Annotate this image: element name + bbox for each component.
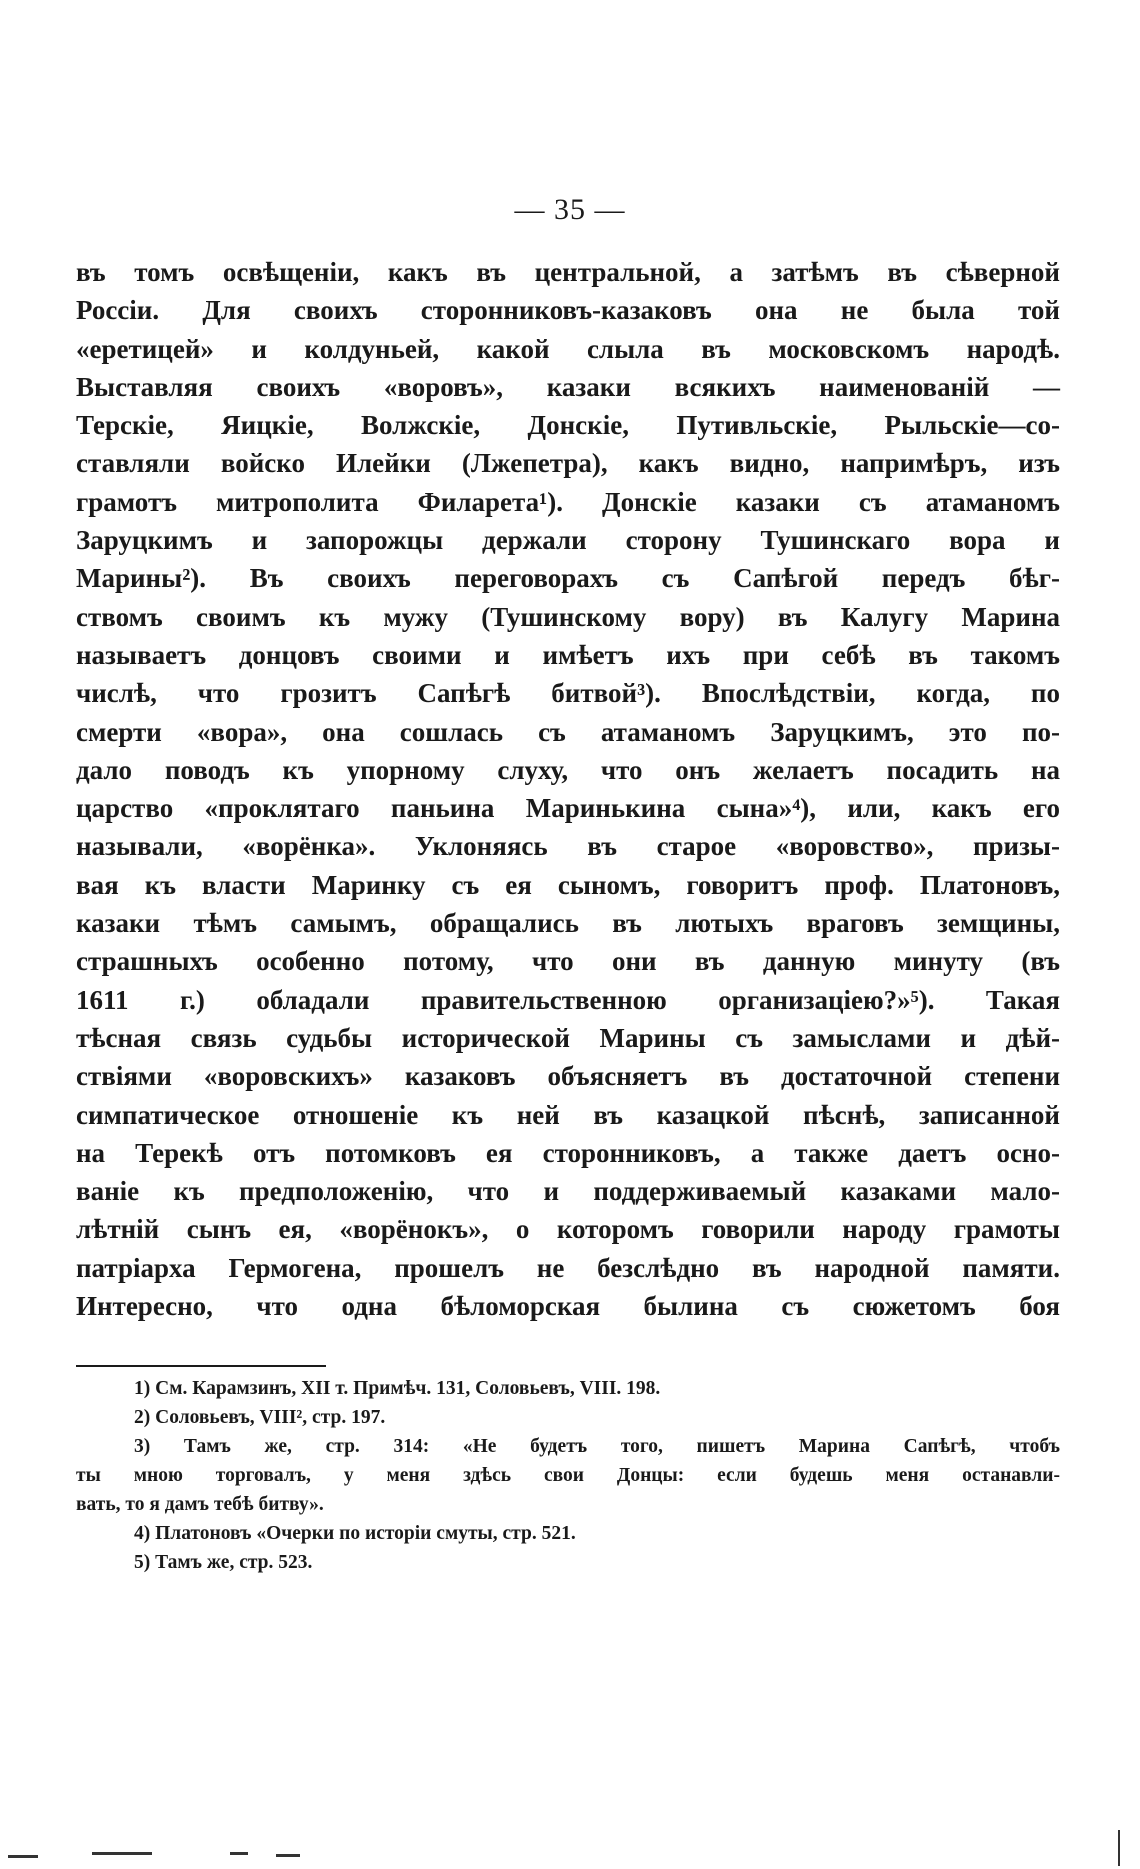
text-line: Заруцкимъ и запорожцы держали сторону Тушинскаго вора и: [76, 525, 1060, 556]
text-line: называетъ донцовъ своими и имѣетъ ихъ при себѣ въ такомъ: [76, 639, 1060, 670]
footnote-4: 4) Платоновъ «Очерки по исторіи смуты, стр. 521.: [134, 1523, 576, 1544]
text-line: въ томъ освѣщеніи, какъ въ центральной, а затѣмъ въ сѣверной: [76, 257, 1060, 287]
footnote-1: 1) См. Карамзинъ, XII т. Примѣч. 131, Соловьевъ, VIII. 198.: [134, 1378, 661, 1399]
text-line: патріарха Гермогена, прошелъ не безслѣдно въ народной памяти.: [76, 1252, 1060, 1283]
text-line: ваніе къ предположенію, что и поддерживаемый казаками мало-: [76, 1176, 1060, 1207]
footnote-3-cont: ты мною торговалъ, у меня здѣсь свои Донцы: если будешь меня останавли-: [76, 1465, 1060, 1486]
text-line: Терскіе, Яицкіе, Волжскіе, Донскіе, Путивльскіе, Рыльскіе—со-: [76, 410, 1060, 441]
text-line: называли, «ворёнка». Уклоняясь въ старое «воровство», призы-: [76, 831, 1060, 862]
text-line: ствіями «воровскихъ» казаковъ объясняетъ въ достаточной степени: [76, 1061, 1060, 1092]
text-line: Интересно, что одна бѣломорская былина съ сюжетомъ боя: [76, 1291, 1060, 1322]
body-text: [76, 253, 1060, 1325]
text-line: тѣсная связь судьбы исторической Марины съ замыслами и дѣй-: [76, 1022, 1060, 1053]
footnote-3: 3) Тамъ же, стр. 314: «Не будетъ того, пишетъ Марина Сапѣгѣ, чтобъ: [134, 1436, 1060, 1457]
text-line: казаки тѣмъ самымъ, обращались въ лютыхъ враговъ земщины,: [76, 908, 1060, 939]
footnote-5: 5) Тамъ же, стр. 523.: [134, 1552, 313, 1573]
text-line: дало поводъ къ упорному слуху, что онъ желаетъ посадить на: [76, 754, 1060, 785]
page-number: — 35 —: [514, 193, 626, 226]
text-line: вая къ власти Маринку съ ея сыномъ, говоритъ проф. Платоновъ,: [76, 869, 1060, 900]
scan-mark: [8, 1855, 38, 1858]
text-line: ставляли войско Илейки (Лжепетра), какъ видно, напримѣръ, изъ: [76, 448, 1060, 479]
text-line: Россіи. Для своихъ сторонниковъ-казаковъ она не была той: [76, 295, 1060, 326]
text-line: числѣ, что грозитъ Сапѣгѣ битвой³). Впослѣдствіи, когда, по: [76, 678, 1060, 709]
text-line: лѣтній сынъ ея, «ворёнокъ», о которомъ говорили народу грамоты: [76, 1214, 1060, 1245]
text-line: страшныхъ особенно потому, что они въ данную минуту (въ: [76, 946, 1060, 977]
text-line: 1611 г.) обладали правительственною организаціею?»⁵). Такая: [76, 984, 1060, 1015]
text-line: «еретицей» и колдуньей, какой слыла въ московскомъ народѣ.: [76, 333, 1060, 364]
text-line: Марины²). Въ своихъ переговорахъ съ Сапѣгой передъ бѣг-: [76, 563, 1060, 594]
scan-mark: [230, 1852, 248, 1855]
footnotes: [76, 1374, 1060, 1577]
scan-mark: [92, 1852, 152, 1855]
footnote-separator: [76, 1365, 326, 1367]
text-line: ствомъ своимъ къ мужу (Тушинскому вору) въ Калугу Марина: [76, 601, 1060, 632]
text-line: Выставляя своихъ «воровъ», казаки всякихъ наименованій —: [76, 371, 1060, 402]
text-line: симпатическое отношеніе къ ней въ казацкой пѣснѣ, записанной: [76, 1099, 1060, 1130]
footnote-3-end: вать, то я дамъ тебѣ битву».: [76, 1494, 324, 1515]
footnote-2: 2) Соловьевъ, VIII², стр. 197.: [134, 1407, 386, 1428]
text-line: смерти «вора», она сошлась съ атаманомъ Заруцкимъ, это по-: [76, 716, 1060, 747]
scan-mark: [276, 1854, 300, 1857]
scan-mark: [1118, 1830, 1120, 1866]
text-line: грамотъ митрополита Филарета¹). Донскіе казаки съ атаманомъ: [76, 486, 1060, 517]
text-line: царство «проклятаго паньина Маринькина сына»⁴), или, какъ его: [76, 793, 1060, 824]
text-line: на Терекѣ отъ потомковъ ея сторонниковъ, а также даетъ осно-: [76, 1137, 1060, 1168]
